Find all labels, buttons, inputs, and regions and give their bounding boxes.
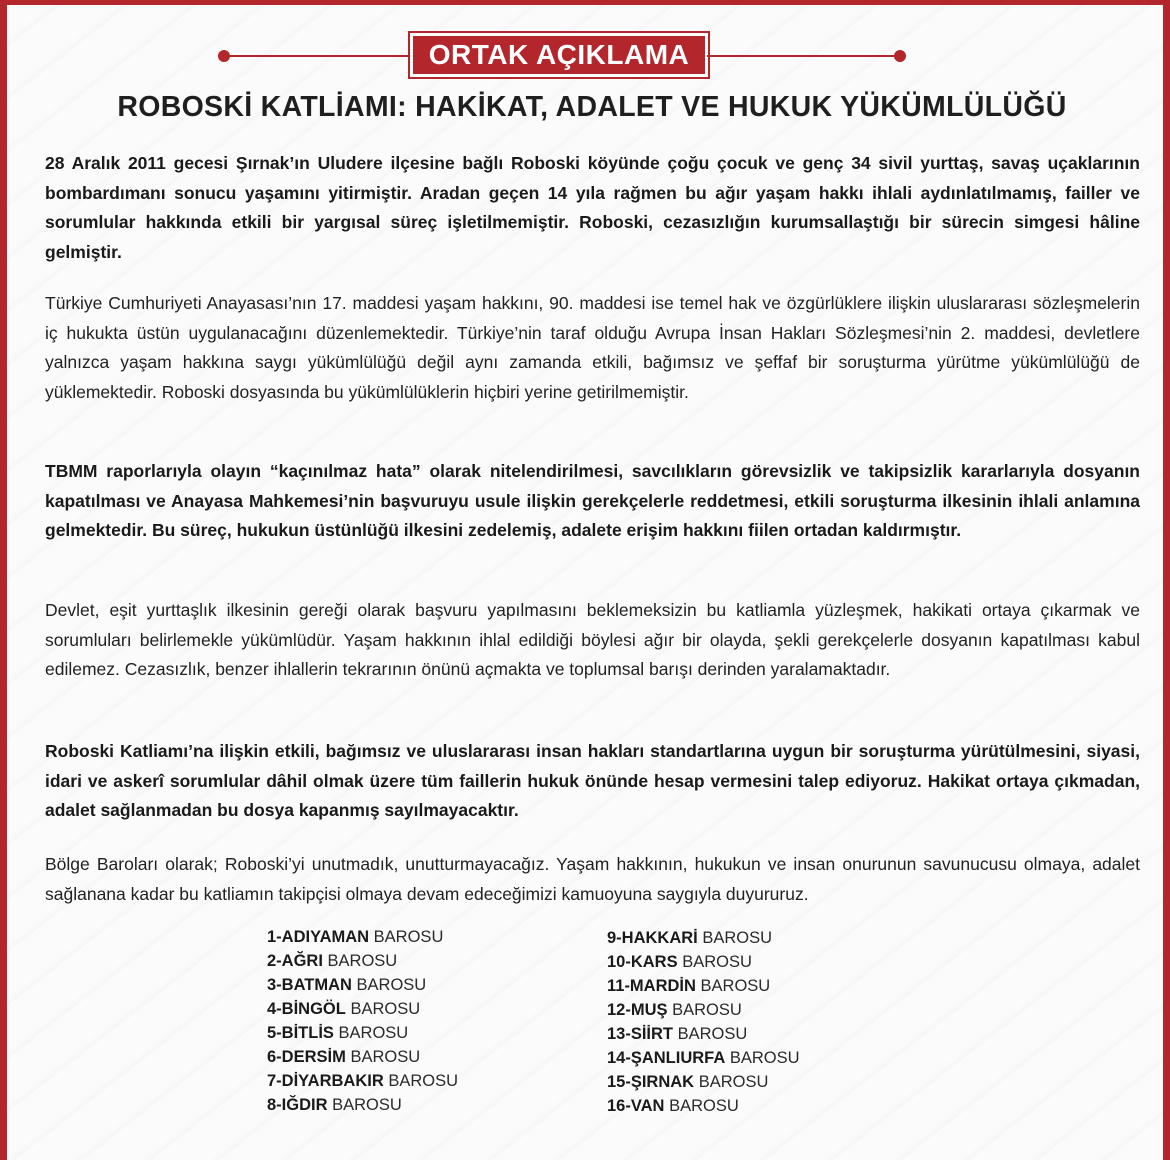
list-item: 15-ŞIRNAK BAROSU [607,1073,769,1091]
header-badge-row [222,33,902,77]
list-item: 9-HAKKARİ BAROSU [607,929,773,947]
paragraph-1: 28 Aralık 2011 gecesi Şırnak’ın Uludere ilçesine bağlı Roboski köyünde çoğu çocuk ve genç 34 sivil yurttaş, savaş uçaklarının bombardımanı sonucu yaşamını yitirmiştir. Aradan geçen 14 yıla rağmen bu ağır yaşam hakkı ihlali aydınlatılmamış, failler ve sorumlular hakkında etkili bir yargısal süreç işletilmemiştir. Roboski, cezasızlığın kurumsallaştığı bir sürecin simgesi hâline gelmiştir. [45,153,1140,262]
list-item: 10-KARS BAROSU [607,953,752,971]
list-item: 6-DERSİM BAROSU [267,1048,421,1066]
list-item: 4-BİNGÖL BAROSU [267,1000,421,1018]
list-item: 12-MUŞ BAROSU [607,1001,742,1019]
list-item: 8-IĞDIR BAROSU [267,1096,402,1114]
paragraph-5: Roboski Katliamı’na ilişkin etkili, bağımsız ve uluslararası insan hakları standartlarına uygun bir soruşturma yürütülmesini, siyasi, idari ve askerî sorumlular dâhil olmak üzere tüm faillerin hukuk önünde hesap vermesini talep ediyoruz. Hakikat ortaya çıkmadan, adalet sağlanmadan bu dosya kapanmış sayılmayacaktır. [45,741,1140,821]
badge-line-left [222,55,412,57]
badge-line-right [707,55,902,57]
list-item: 13-SİİRT BAROSU [607,1025,748,1043]
joint-statement-badge: ORTAK AÇIKLAMA [410,33,708,77]
list-item: 1-ADIYAMAN BAROSU [267,928,444,946]
paragraph-6: Bölge Baroları olarak; Roboski’yi unutmadık, unutturmayacağız. Yaşam hakkının, hukukun ve insan onurunun savunucusu olmaya, adalet sağlanana kadar bu katliamın takipçisi olmaya devam edeceğimizi kamuoyuna saygıyla duyururuz. [45,854,1140,904]
list-item: 7-DİYARBAKIR BAROSU [267,1072,459,1090]
paragraph-4: Devlet, eşit yurttaşlık ilkesinin gereği olarak başvuru yapılmasını beklemeksizin bu katliamla yüzleşmek, hakikati ortaya çıkarmak ve sorumluları belirlemekle yükümlüdür. Yaşam hakkının ihlal edildiği böylesi ağır bir olayda, şekli gerekçelerle dosyanın kapatılması kabul edilemez. Cezasızlık, benzer ihlallerin tekrarının önünü açmakta ve toplumsal barışı derinden yaralamaktadır. [45,600,1140,680]
list-item: 3-BATMAN BAROSU [267,976,427,994]
list-item: 2-AĞRI BAROSU [267,952,398,970]
list-item: 11-MARDİN BAROSU [607,977,771,995]
list-item: 5-BİTLİS BAROSU [267,1024,409,1042]
paragraph-3: TBMM raporlarıyla olayın “kaçınılmaz hata” olarak nitelendirilmesi, savcılıkların görevsizlik ve takipsizlik kararlarıyla dosyanın kapatılması ve Anayasa Mahkemesi’nin başvuruyu usule ilişkin gerekçelerle reddetmesi, etkili soruşturma ilkesinin ihlali anlamına gelmektedir. Bu süreç, hukukun üstünlüğü ilkesini zedelemiş, adalete erişim hakkını fiilen ortadan kaldırmıştır. [45,461,1140,541]
badge-dot-left [218,50,230,62]
bar-list-right [607,926,800,1118]
list-item: 16-VAN BAROSU [607,1097,739,1115]
bar-list-left [267,925,458,1117]
badge-dot-right [894,50,906,62]
statement-title: ROBOSKİ KATLİAMI: HAKİKAT, ADALET VE HUKUK YÜKÜMLÜLÜĞÜ [117,91,1067,123]
paragraph-2: Türkiye Cumhuriyeti Anayasası’nın 17. maddesi yaşam hakkını, 90. maddesi ise temel hak ve özgürlüklere ilişkin uluslararası sözleşmelerin iç hukukta üstün uygulanacağını düzenlemektedir. Türkiye’nin taraf olduğu Avrupa İnsan Hakları Sözleşmesi’nin 2. maddesi, devletlere yalnızca yaşam hakkına saygı yükümlülüğü değil aynı zamanda etkili, bağımsız ve şeffaf bir soruşturma yürütme yükümlülüğü de yüklemektedir. Roboski dosyasında bu yükümlülüklerin hiçbiri yerine getirilmemiştir. [45,293,1140,402]
list-item: 14-ŞANLIURFA BAROSU [607,1049,800,1067]
